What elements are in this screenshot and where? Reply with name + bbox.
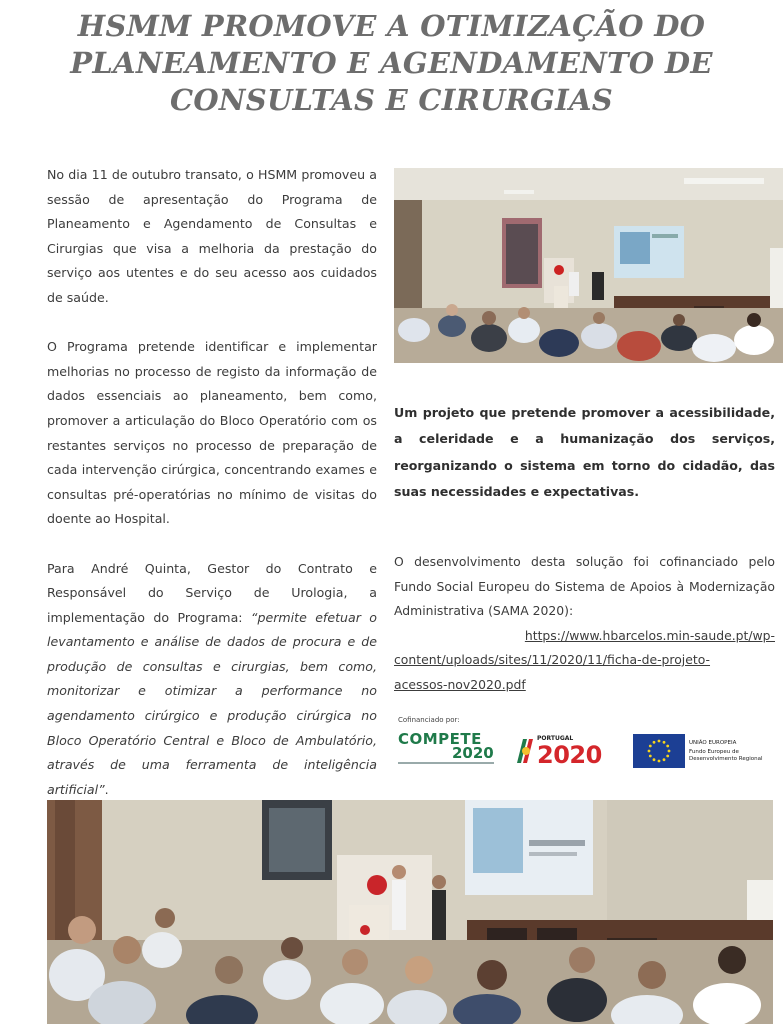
- title-line-2: PLANEAMENTO E AGENDAMENTO DE: [70, 46, 713, 80]
- eu-label: UNIÃO EUROPEIA: [689, 740, 737, 746]
- cofinanced-label: Cofinanciado por:: [398, 716, 460, 724]
- compete-2020-logo: [398, 730, 494, 768]
- page-title: [40, 8, 743, 119]
- funding-paragraph: [394, 550, 775, 698]
- compete-fine-print-line: [398, 762, 494, 765]
- portugal-2020-logo: [515, 735, 615, 769]
- compete-year: 2020: [452, 744, 494, 762]
- portugal-year: 2020: [537, 741, 602, 769]
- project-sheet-link-3[interactable]: acessos-nov2020.pdf: [394, 676, 526, 692]
- article-paragraph-2: O Programa pretende identificar e implementar melhorias no processo de registo da informação de dados essenciais ao planeamento, bem como, promover a articulação do Bloco Operatório com os restantes serviços no processo de preparação de cada intervenção cirúrgica, concentrando exames e consultas pré-operatórias no mínimo de visitas do doente ao Hospital.: [47, 339, 377, 527]
- presentation-photo-bottom-image: [47, 800, 773, 1024]
- title-line-1: HSMM PROMOVE A OTIMIZAÇÃO DO: [77, 9, 706, 43]
- eu-fund-label: Fundo Europeu de Desenvolvimento Regional: [689, 749, 763, 762]
- article-paragraph-3: [47, 557, 377, 803]
- portugal-label: PORTUGAL: [537, 735, 574, 742]
- eu-feder-logo: [633, 734, 778, 768]
- compete-fine-print: [398, 762, 494, 766]
- quote-end: .: [104, 781, 109, 797]
- portugal-flag-icon: [515, 737, 535, 765]
- presentation-photo-top: [394, 168, 783, 363]
- eu-flag-icon: [633, 734, 685, 768]
- title-line-3: CONSULTAS E CIRURGIAS: [169, 83, 614, 117]
- presentation-photo-top-image: [394, 168, 783, 363]
- article-paragraph-1: No dia 11 de outubro transato, o HSMM promoveu a sessão de apresentação do Programa de Planeamento e Agendamento de Consultas e Cirurgias que visa a melhoria da prestação do serviço aos utentes e do seu acesso aos cuidados de saúde.: [47, 167, 377, 305]
- quote-text: “permite efetuar o levantamento e análise de dados de procura e de produção de consultas e cirurgias, bem como, monitorizar e otimizar a performance no agendamento cirúrgico e produção cirúrgica no Bloco Operatório Central e Bloco de Ambulatório, através de uma ferramenta de inteligência artificial”: [47, 609, 378, 797]
- project-sheet-link-2[interactable]: content/uploads/sites/11/2020/11/ficha-de-projeto-: [394, 652, 711, 668]
- article-left-column: [47, 163, 377, 827]
- eu-stars-icon: [633, 734, 685, 768]
- project-highlight: Um projeto que pretende promover a acessibilidade, a celeridade e a humanização dos serviços, reorganizando o sistema em torno do cidadão, das suas necessidades e expectativas.: [394, 405, 775, 500]
- presentation-photo-bottom: [47, 800, 773, 1024]
- quote-intro: Para André Quinta, Gestor do Contrato e Responsável do Serviço de Urologia, a implementação do Programa:: [47, 560, 377, 625]
- project-sheet-link-1[interactable]: https://www.hbarcelos.min-saude.pt/wp-: [524, 627, 775, 643]
- compete-name: COMPETE: [398, 730, 482, 748]
- funding-text: O desenvolvimento desta solução foi cofinanciado pelo Fundo Social Europeu do Sistema de Apoios à Modernização Administrativa (SAMA 2020):: [394, 554, 775, 619]
